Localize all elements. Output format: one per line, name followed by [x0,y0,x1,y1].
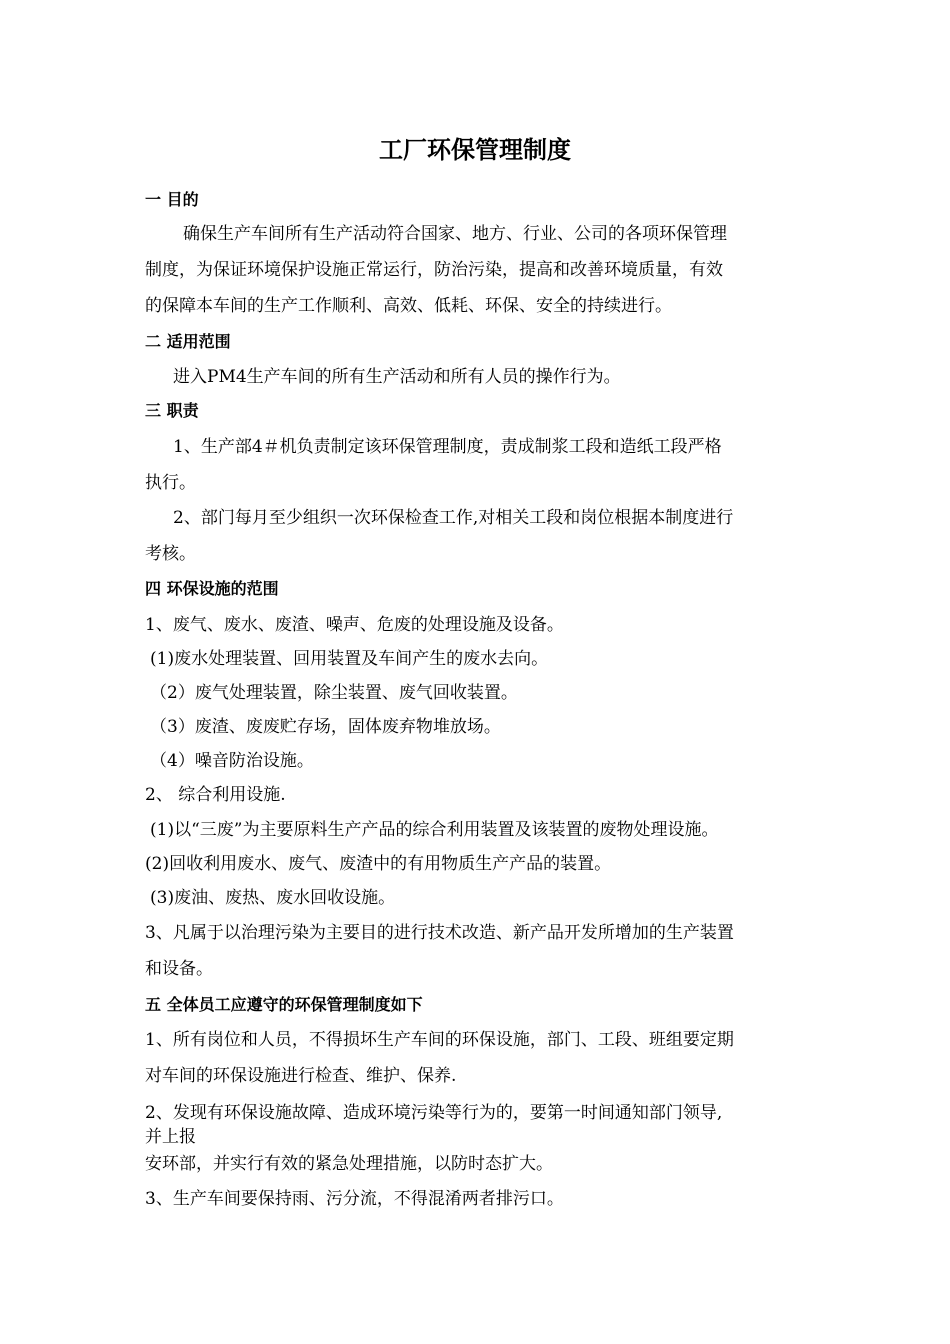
list-item: （4）噪音防治设施。 [150,751,314,771]
section-heading-scope: 二 适用范围 [145,332,231,351]
paragraph-line: 制度，为保证环境保护设施正常运行，防治污染，提高和改善环境质量，有效 [145,260,723,280]
list-item: (1)废水处理装置、回用装置及车间产生的废水去向。 [150,649,549,669]
list-item-continuation: 并上报 [145,1127,196,1147]
paragraph-line: 确保生产车间所有生产活动符合国家、地方、行业、公司的各项环保管理 [183,224,727,244]
list-item: (1)以“三废”为主要原料生产产品的综合利用装置及该装置的废物处理设施。 [150,820,719,840]
paragraph-line: 进入PM4生产车间的所有生产活动和所有人员的操作行为。 [173,367,621,387]
list-item: 2、部门每月至少组织一次环保检查工作,对相关工段和岗位根据本制度进行 [173,508,734,528]
list-item: （3）废渣、废废贮存场，固体废弃物堆放场。 [150,717,501,737]
paragraph-line: 的保障本车间的生产工作顺利、高效、低耗、环保、安全的持续进行。 [145,296,672,316]
list-item: （2）废气处理装置，除尘装置、废气回收装置。 [150,683,518,703]
list-item: (3)废油、废热、废水回收设施。 [150,888,396,908]
list-item: 3、生产车间要保持雨、污分流，不得混淆两者排污口。 [145,1189,564,1209]
section-heading-rules: 五 全体员工应遵守的环保管理制度如下 [145,995,423,1014]
list-item-continuation: 执行。 [145,473,196,493]
list-item: 1、废气、废水、废渣、噪声、危废的处理设施及设备。 [145,615,564,635]
list-item: 2、 综合利用设施. [145,785,286,805]
list-item-continuation: 和设备。 [145,959,213,979]
list-item: 2、发现有环保设施故障、造成环境污染等行为的，要第一时间通知部门领导, [145,1103,723,1123]
list-item-continuation: 对车间的环保设施进行检查、维护、保养. [145,1066,457,1086]
list-item: 3、凡属于以治理污染为主要目的进行技术改造、新产品开发所增加的生产装置 [145,923,734,943]
list-item-continuation: 安环部，并实行有效的紧急处理措施，以防时态扩大。 [145,1154,553,1174]
section-heading-purpose: 一 目的 [145,190,199,209]
list-item: 1、所有岗位和人员，不得损坏生产车间的环保设施，部门、工段、班组要定期 [145,1030,734,1050]
page-title: 工厂环保管理制度 [379,136,571,164]
list-item: (2)回收利用废水、废气、废渣中的有用物质生产产品的装置。 [145,854,612,874]
section-heading-responsibilities: 三 职责 [145,401,199,420]
section-heading-facility-scope: 四 环保设施的范围 [145,579,279,598]
list-item-continuation: 考核。 [145,544,196,564]
list-item: 1、生产部4＃机负责制定该环保管理制度，责成制浆工段和造纸工段严格 [173,437,722,457]
